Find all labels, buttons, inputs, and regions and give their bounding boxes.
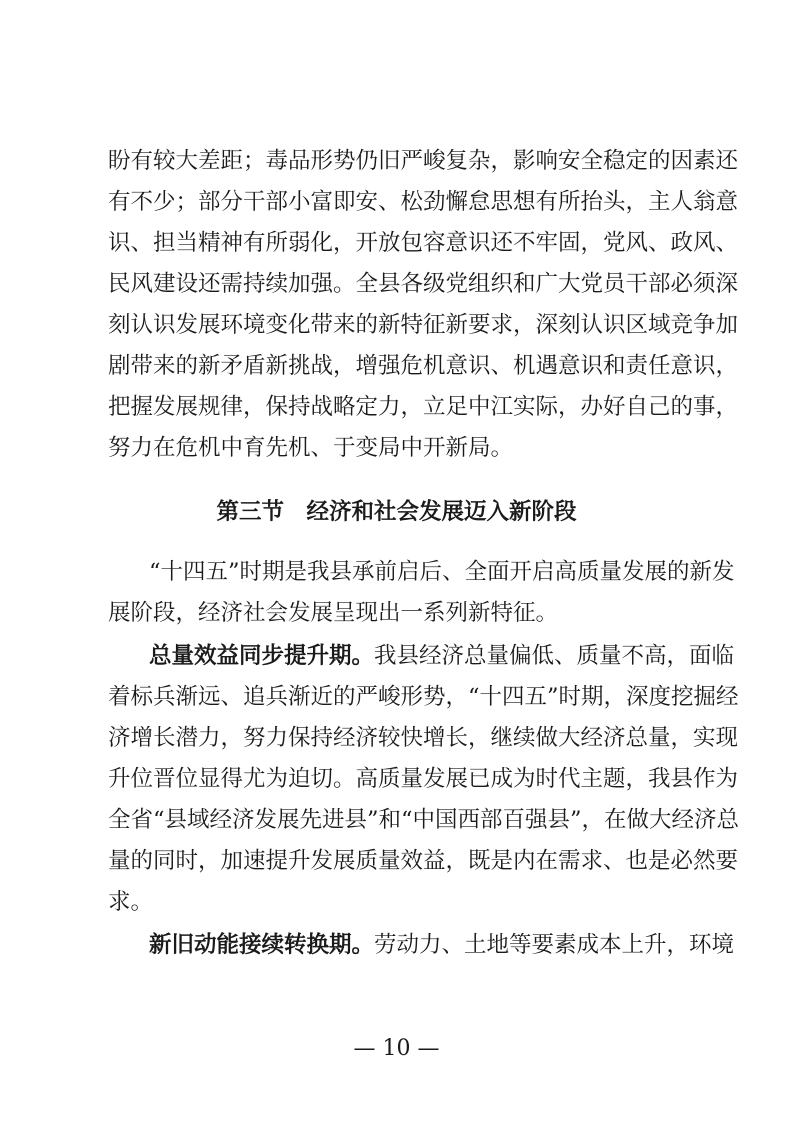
paragraph-1-line-8: 努力在危机中育先机、于变局中开新局。 <box>108 435 514 461</box>
paragraph-1-line-3: 识、担当精神有所弱化，开放包容意识还不牢固，党风、政风、 <box>108 230 739 256</box>
paragraph-1-line-4: 民风建设还需持续加强。全县各级党组织和广大党员干部必须深 <box>108 271 739 297</box>
paragraph-4-lead: 新旧动能接续转换期。 <box>149 932 375 958</box>
page-number: — 10 — <box>353 1036 440 1061</box>
paragraph-3-line-5: 全省“县域经济发展先进县”和“中国西部百强县”，在做大经济总 <box>108 807 740 833</box>
paragraph-4-line-1-text: 劳动力、土地等要素成本上升，环境 <box>374 932 735 958</box>
paragraph-3-line-6: 量的同时，加速提升发展质量效益，既是内在需求、也是必然要 <box>108 848 739 874</box>
paragraph-1-line-2: 有不少；部分干部小富即安、松劲懈怠思想有所抬头，主人翁意 <box>108 189 739 215</box>
paragraph-3-line-2: 着标兵渐远、追兵渐近的严峻形势，“十四五”时期，深度挖掘经 <box>108 684 739 710</box>
paragraph-3-line-1-text: 我县经济总量偏低、质量不高，面临 <box>374 643 735 669</box>
section-heading: 第三节 经济和社会发展迈入新阶段 <box>216 499 577 525</box>
paragraph-3-lead: 总量效益同步提升期。 <box>149 643 375 669</box>
paragraph-3-line-4: 升位晋位显得尤为迫切。高质量发展已成为时代主题，我县作为 <box>108 766 739 792</box>
paragraph-3-line-3: 济增长潜力，努力保持经济较快增长，继续做大经济总量，实现 <box>108 725 739 751</box>
paragraph-3-line-1 <box>149 641 735 671</box>
paragraph-1-line-5: 刻认识发展环境变化带来的新特征新要求，深刻认识区域竞争加 <box>108 312 739 338</box>
paragraph-2-line-2: 展阶段，经济社会发展呈现出一系列新特征。 <box>108 600 559 626</box>
paragraph-1-line-6: 剧带来的新矛盾新挑战，增强危机意识、机遇意识和责任意识， <box>108 353 739 379</box>
paragraph-1-line-7: 把握发展规律，保持战略定力，立足中江实际，办好自己的事， <box>108 394 739 420</box>
paragraph-4-line-1 <box>149 930 735 960</box>
paragraph-1-line-1: 盼有较大差距；毒品形势仍旧严峻复杂，影响安全稳定的因素还 <box>108 148 739 174</box>
paragraph-2-line-1: “十四五”时期是我县承前启后、全面开启高质量发展的新发 <box>149 559 735 585</box>
paragraph-3-line-7: 求。 <box>108 889 154 915</box>
